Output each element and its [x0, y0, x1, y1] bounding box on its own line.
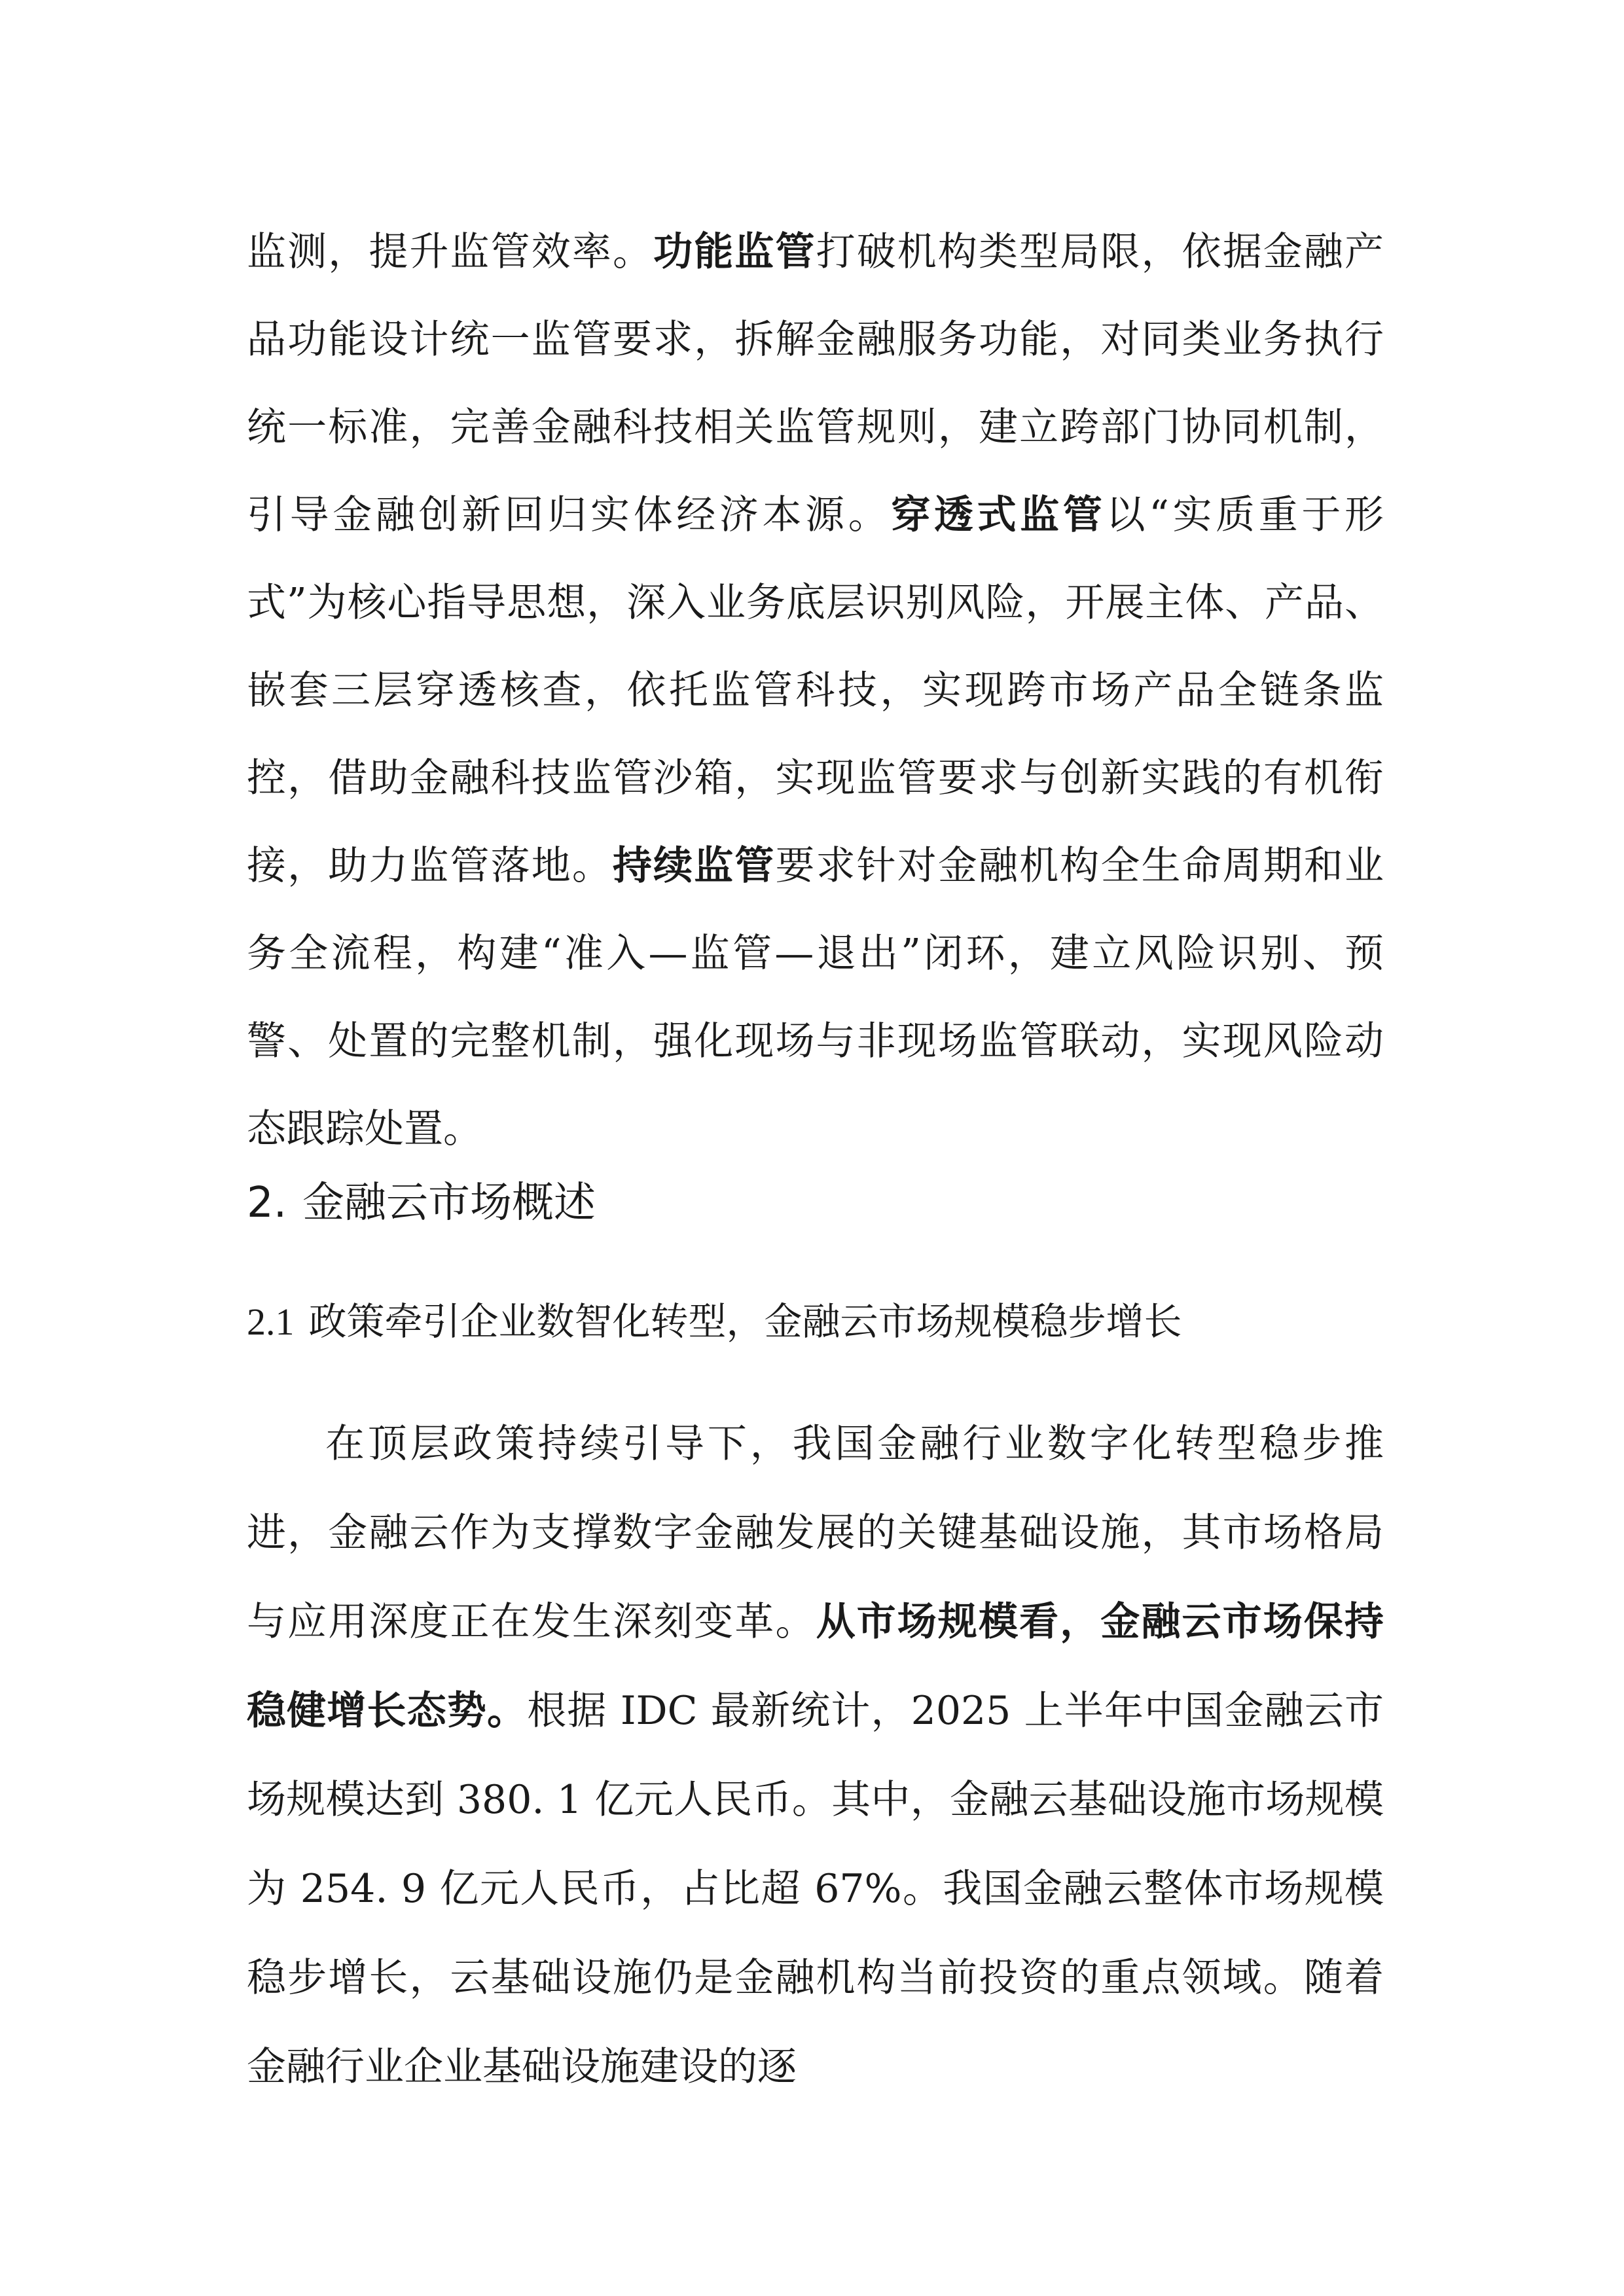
paragraph-run: 根据 IDC 最新统计，2025 上半年中国金融云市场规模达到 380. 1 亿元人民币。其中，金融云基础设施市场规模为 254. 9 亿元人民币，占比超 67%。我国金融云整体市场规模稳步增长，云基础设施仍是金融机构当前投资的重点领域。随着金融行业企业基础设施建设的逐	[247, 1688, 1384, 2090]
subsection-heading-2-1	[247, 1299, 1182, 1345]
market-overview-paragraph-text	[247, 1399, 1384, 2111]
paragraph-run: 以“实质重于形式”为核心指导思想，深入业务底层识别风险，开展主体、产品、嵌套三层穿透核查，依托监管科技，实现跨市场产品全链条监控，借助金融科技监管沙箱，实现监管要求与创新实践的有机衔接，助力监管落地。	[247, 492, 1384, 889]
bold-term-penetrating-regulation: 穿透式监管	[891, 492, 1106, 538]
bold-term-functional-regulation: 功能监管	[653, 229, 816, 275]
paragraph-run: 要求针对金融机构全生命周期和业务全流程，构建“准入—监管—退出”闭环，建立风险识别、预警、处置的完整机制，强化现场与非现场监管联动，实现风险动态跟踪处置。	[247, 843, 1384, 1152]
regulation-paragraph	[247, 208, 1384, 1173]
bold-market-scale-statement: 从市场规模看，金融云市场保持稳健增长态势。	[247, 1599, 1384, 1734]
section-title: 金融云市场概述	[302, 1179, 596, 1227]
paragraph-run: 监测，提升监管效率。	[247, 229, 654, 275]
subsection-title: 政策牵引企业数智化转型，金融云市场规模稳步增长	[308, 1299, 1182, 1344]
bold-term-continuous-regulation: 持续监管	[613, 843, 776, 889]
section-heading-2	[247, 1178, 596, 1229]
subsection-number: 2.1	[247, 1300, 295, 1343]
paragraph-run: 打破机构类型局限，依据金融产品功能设计统一监管要求，拆解金融服务功能，对同类业务执行统一标准，完善金融科技相关监管规则，建立跨部门协同机制，引导金融创新回归实体经济本源。	[247, 229, 1384, 538]
regulation-paragraph-text	[247, 208, 1384, 1173]
paragraph-run: 在顶层政策持续引导下，我国金融行业数字化转型稳步推进，金融云作为支撑数字金融发展的关键基础设施，其市场格局与应用深度正在发生深刻变革。	[247, 1421, 1384, 1645]
section-number: 2.	[247, 1179, 287, 1227]
market-overview-paragraph	[247, 1399, 1384, 2111]
